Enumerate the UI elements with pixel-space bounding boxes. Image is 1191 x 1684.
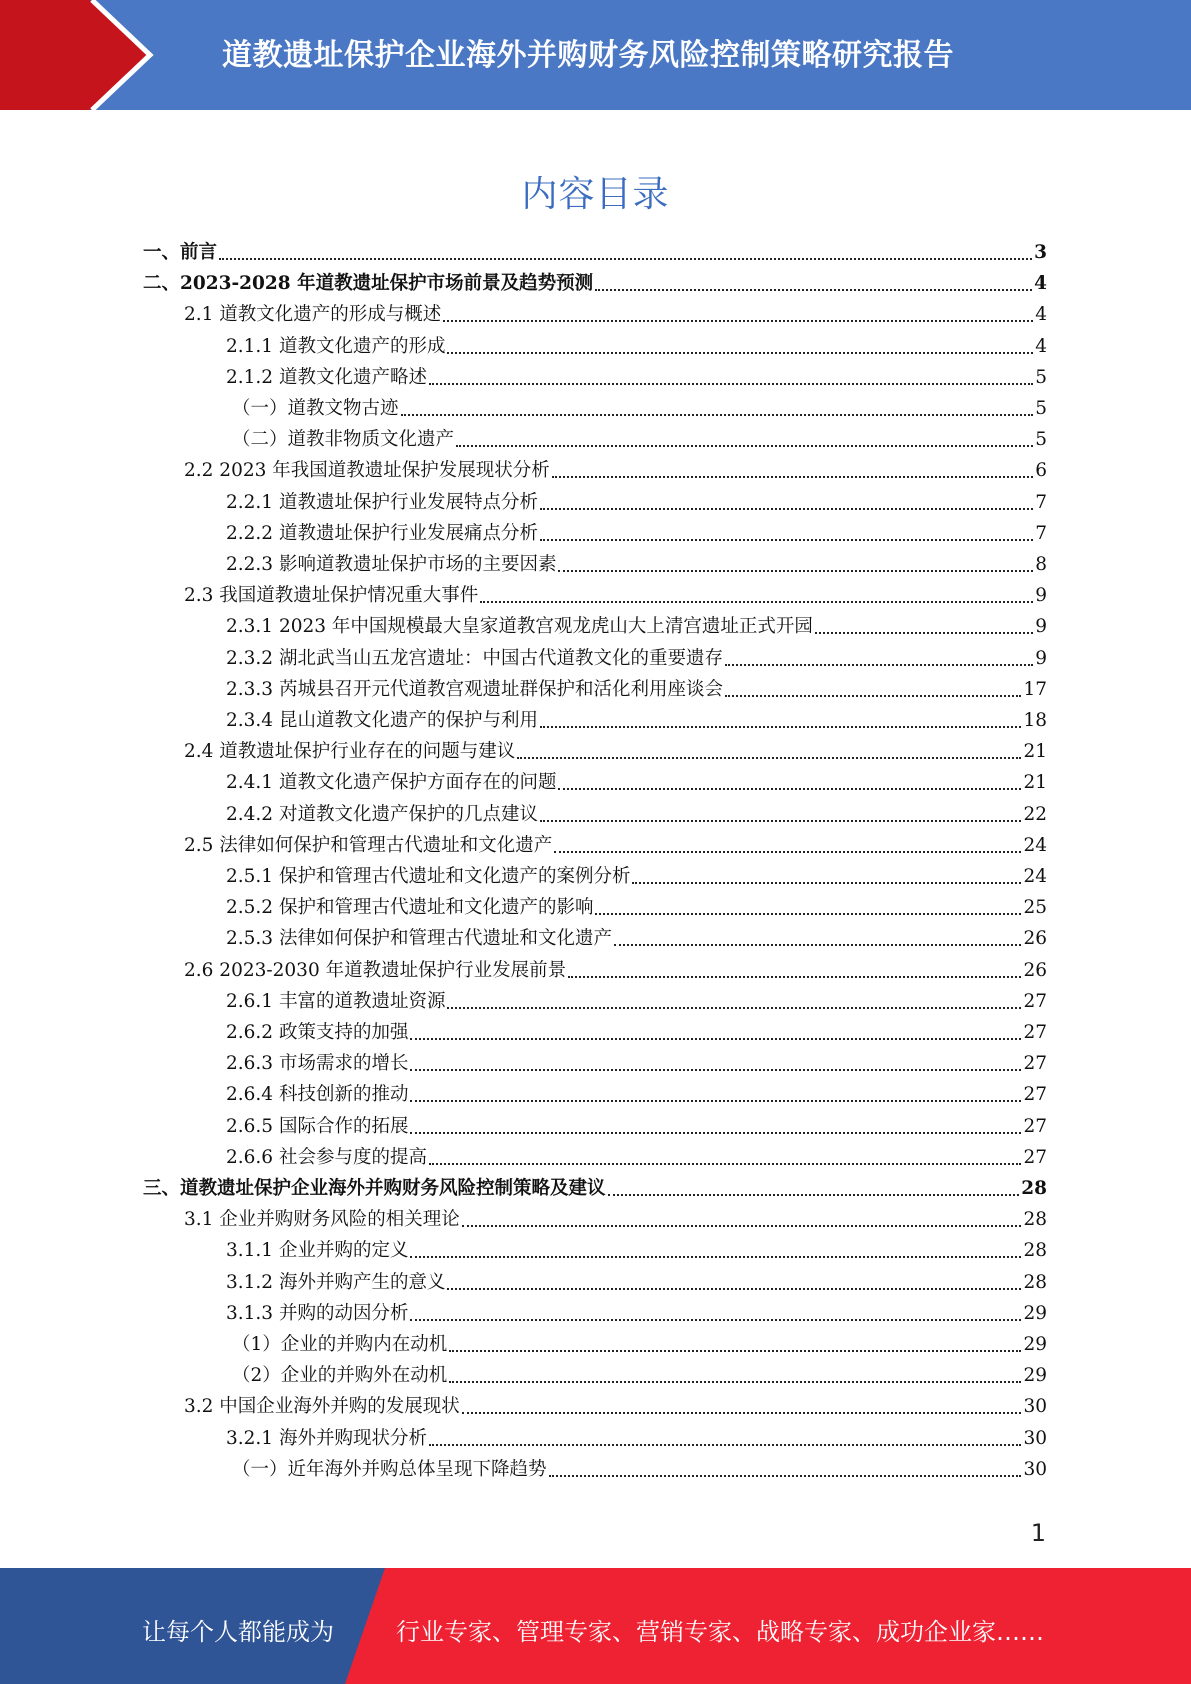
toc-entry-title: 三、道教遗址保护企业海外并购财务风险控制策略及建议 bbox=[143, 1178, 606, 1199]
toc-entry-page: 27 bbox=[1023, 1084, 1047, 1106]
toc-entry-page: 27 bbox=[1023, 990, 1047, 1012]
toc-entry-title: 2.5 法律如何保护和管理古代遗址和文化遗产 bbox=[184, 834, 553, 856]
toc-entry[interactable] bbox=[232, 397, 1047, 421]
toc-entry-page: 28 bbox=[1023, 1209, 1047, 1231]
page-number: 1 bbox=[1030, 1519, 1046, 1547]
toc-leader-dots bbox=[410, 1319, 1021, 1321]
toc-entry-page: 6 bbox=[1035, 460, 1047, 482]
toc-entry-page: 8 bbox=[1035, 554, 1047, 575]
toc-leader-dots bbox=[540, 539, 1033, 541]
toc-entry-page: 30 bbox=[1023, 1427, 1047, 1449]
toc-leader-dots bbox=[517, 757, 1021, 759]
toc-entry[interactable] bbox=[232, 1458, 1047, 1482]
toc-entry-title: （一）近年海外并购总体呈现下降趋势 bbox=[232, 1458, 547, 1480]
toc-entry[interactable] bbox=[226, 990, 1047, 1014]
toc-entry-title: 2.4.1 道教文化遗产保护方面存在的问题 bbox=[226, 772, 557, 794]
toc-leader-dots bbox=[219, 258, 1032, 260]
toc-entry-page: 9 bbox=[1035, 616, 1047, 638]
toc-entry[interactable] bbox=[184, 1208, 1047, 1232]
toc-entry-page: 29 bbox=[1023, 1334, 1047, 1355]
toc-entry-page: 7 bbox=[1035, 491, 1047, 513]
toc-leader-dots bbox=[462, 1412, 1022, 1414]
toc-leader-dots bbox=[614, 944, 1021, 946]
toc-entry-page: 21 bbox=[1023, 741, 1047, 763]
toc-leader-dots bbox=[568, 976, 1021, 978]
toc-entry-title: 2.4 道教遗址保护行业存在的问题与建议 bbox=[184, 741, 516, 763]
toc-entry[interactable] bbox=[184, 1395, 1047, 1419]
toc-entry-page: 9 bbox=[1035, 647, 1047, 669]
toc-entry-title: 2.6.5 国际合作的拓展 bbox=[226, 1115, 409, 1137]
toc-entry-page: 17 bbox=[1023, 678, 1047, 700]
toc-entry-page: 3 bbox=[1034, 242, 1047, 263]
toc-entry-page: 4 bbox=[1035, 304, 1047, 326]
toc-leader-dots bbox=[447, 352, 1033, 354]
toc-leader-dots bbox=[549, 1475, 1022, 1477]
toc-entry-title: 2.5.1 保护和管理古代遗址和文化遗产的案例分析 bbox=[226, 866, 631, 887]
toc-leader-dots bbox=[540, 508, 1033, 510]
toc-leader-dots bbox=[449, 1381, 1021, 1383]
toc-leader-dots bbox=[558, 570, 1033, 572]
toc-entry-title: 2.3.2 湖北武当山五龙宫遗址：中国古代道教文化的重要遗存 bbox=[226, 647, 723, 669]
toc-leader-dots bbox=[443, 320, 1033, 322]
toc-entry-title: 2.6.3 市场需求的增长 bbox=[226, 1053, 409, 1075]
toc-leader-dots bbox=[608, 1194, 1020, 1196]
toc-leader-dots bbox=[595, 913, 1021, 915]
toc-entry[interactable] bbox=[184, 459, 1047, 483]
toc-entry-page: 27 bbox=[1023, 1022, 1047, 1043]
footer-slogan-left: 让每个人都能成为 bbox=[142, 1618, 334, 1646]
toc-entry-title: 2.1 道教文化遗产的形成与概述 bbox=[184, 304, 442, 326]
toc-entry[interactable] bbox=[226, 678, 1047, 702]
toc-entry[interactable] bbox=[226, 927, 1047, 951]
toc-entry[interactable] bbox=[143, 272, 1047, 296]
toc-leader-dots bbox=[725, 664, 1033, 666]
toc-entry-page: 24 bbox=[1023, 834, 1047, 856]
toc-entry[interactable] bbox=[226, 1052, 1047, 1076]
toc-leader-dots bbox=[558, 788, 1021, 790]
toc-entry-page: 28 bbox=[1021, 1178, 1047, 1199]
toc-entry-title: （1）企业的并购内在动机 bbox=[232, 1334, 448, 1355]
toc-leader-dots bbox=[552, 476, 1033, 478]
toc-entry-title: 2.3.3 芮城县召开元代道教宫观遗址群保护和活化利用座谈会 bbox=[226, 678, 723, 700]
toc-entry[interactable] bbox=[226, 1146, 1047, 1170]
toc-entry[interactable] bbox=[226, 366, 1047, 390]
toc-entry-title: 2.2.2 道教遗址保护行业发展痛点分析 bbox=[226, 522, 538, 544]
toc-entry-title: 2.5.2 保护和管理古代遗址和文化遗产的影响 bbox=[226, 897, 594, 919]
toc-entry-page: 30 bbox=[1023, 1458, 1047, 1480]
toc-entry-page: 4 bbox=[1035, 335, 1047, 357]
toc-entry-title: 3.1.2 海外并购产生的意义 bbox=[226, 1271, 446, 1293]
toc-leader-dots bbox=[540, 726, 1021, 728]
toc-entry[interactable] bbox=[184, 959, 1047, 983]
toc-entry[interactable] bbox=[226, 709, 1047, 733]
toc-entry-title: 3.1.1 企业并购的定义 bbox=[226, 1240, 409, 1262]
toc-leader-dots bbox=[595, 289, 1032, 291]
toc-entry-title: 二、2023-2028 年道教遗址保护市场前景及趋势预测 bbox=[143, 273, 594, 295]
toc-leader-dots bbox=[447, 1007, 1021, 1009]
toc-entry-page: 30 bbox=[1023, 1396, 1047, 1418]
toc-entry[interactable] bbox=[184, 834, 1047, 858]
toc-entry-page: 9 bbox=[1035, 585, 1047, 607]
toc-entry-title: 2.1.1 道教文化遗产的形成 bbox=[226, 335, 446, 357]
toc-entry-page: 27 bbox=[1023, 1053, 1047, 1075]
toc-entry[interactable] bbox=[226, 1427, 1047, 1451]
toc-entry[interactable] bbox=[226, 615, 1047, 639]
toc-entry-page: 18 bbox=[1023, 710, 1047, 731]
toc-entry-title: 2.2 2023 年我国道教遗址保护发展现状分析 bbox=[184, 460, 550, 482]
toc-entry-title: 2.5.3 法律如何保护和管理古代遗址和文化遗产 bbox=[226, 928, 612, 950]
toc-entry[interactable] bbox=[226, 553, 1047, 577]
toc-entry[interactable] bbox=[184, 740, 1047, 764]
toc-entry-title: 2.2.1 道教遗址保护行业发展特点分析 bbox=[226, 491, 538, 513]
toc-leader-dots bbox=[410, 1132, 1021, 1134]
toc-entry[interactable] bbox=[226, 771, 1047, 795]
toc-entry-title: 2.6.2 政策支持的加强 bbox=[226, 1022, 409, 1043]
toc-entry-title: 2.3.1 2023 年中国规模最大皇家道教宫观龙虎山大上清宫遗址正式开园 bbox=[226, 616, 813, 638]
toc-entry-page: 5 bbox=[1035, 366, 1047, 388]
toc-entry[interactable] bbox=[184, 584, 1047, 608]
toc-entry-title: 2.1.2 道教文化遗产略述 bbox=[226, 366, 427, 388]
toc-entry-page: 5 bbox=[1035, 429, 1047, 451]
toc-entry[interactable] bbox=[226, 647, 1047, 671]
toc-entry[interactable] bbox=[226, 1115, 1047, 1139]
toc-entry-page: 29 bbox=[1023, 1365, 1047, 1387]
toc-entry[interactable] bbox=[143, 1177, 1047, 1201]
toc-entry-page: 29 bbox=[1023, 1302, 1047, 1324]
toc-entry-title: 3.1.3 并购的动因分析 bbox=[226, 1302, 409, 1324]
report-title: 道教遗址保护企业海外并购财务风险控制策略研究报告 bbox=[222, 38, 954, 73]
toc-leader-dots bbox=[815, 632, 1033, 634]
toc-entry[interactable] bbox=[226, 491, 1047, 515]
toc-heading: 内容目录 bbox=[521, 174, 670, 215]
header-arrow-decoration bbox=[0, 0, 160, 110]
toc-entry[interactable] bbox=[226, 865, 1047, 889]
toc-entry[interactable] bbox=[226, 896, 1047, 920]
toc-entry[interactable] bbox=[143, 241, 1047, 265]
toc-entry-page: 26 bbox=[1023, 928, 1047, 950]
toc-entry[interactable] bbox=[226, 803, 1047, 827]
footer-banner bbox=[0, 1568, 1191, 1684]
toc-entry[interactable] bbox=[226, 335, 1047, 359]
toc-entry[interactable] bbox=[226, 1083, 1047, 1107]
toc-leader-dots bbox=[480, 601, 1033, 603]
toc-leader-dots bbox=[429, 383, 1033, 385]
toc-entry[interactable] bbox=[232, 1333, 1047, 1357]
toc-entry[interactable] bbox=[232, 1364, 1047, 1388]
toc-entry-title: 3.2 中国企业海外并购的发展现状 bbox=[184, 1396, 460, 1418]
toc-entry-title: （2）企业的并购外在动机 bbox=[232, 1365, 448, 1387]
toc-entry-page: 27 bbox=[1023, 1115, 1047, 1137]
toc-leader-dots bbox=[456, 445, 1033, 447]
toc-leader-dots bbox=[462, 1225, 1022, 1227]
toc-leader-dots bbox=[554, 851, 1021, 853]
toc-entry-title: 2.6 2023-2030 年道教遗址保护行业发展前景 bbox=[184, 959, 567, 981]
toc-entry[interactable] bbox=[226, 1239, 1047, 1263]
header-banner bbox=[0, 0, 1191, 110]
toc-leader-dots bbox=[429, 1163, 1021, 1165]
toc-entry[interactable] bbox=[232, 428, 1047, 452]
toc-entry[interactable] bbox=[226, 1271, 1047, 1295]
toc-leader-dots bbox=[632, 882, 1021, 884]
toc-entry[interactable] bbox=[226, 522, 1047, 546]
toc-entry-title: 2.2.3 影响道教遗址保护市场的主要因素 bbox=[226, 554, 557, 575]
toc-entry-title: 2.6.1 丰富的道教遗址资源 bbox=[226, 990, 446, 1012]
toc-entry-page: 28 bbox=[1023, 1271, 1047, 1293]
toc-leader-dots bbox=[401, 414, 1034, 416]
toc-entry-title: （一）道教文物古迹 bbox=[232, 398, 399, 419]
toc-entry-page: 24 bbox=[1023, 866, 1047, 887]
toc-entry-page: 21 bbox=[1023, 772, 1047, 794]
toc-entry-page: 28 bbox=[1023, 1240, 1047, 1262]
toc-leader-dots bbox=[410, 1069, 1021, 1071]
toc-entry-page: 27 bbox=[1023, 1146, 1047, 1168]
toc-entry-title: 2.3.4 昆山道教文化遗产的保护与利用 bbox=[226, 710, 538, 731]
toc-entry-title: 2.4.2 对道教文化遗产保护的几点建议 bbox=[226, 803, 538, 825]
toc-entry-page: 25 bbox=[1023, 897, 1047, 919]
toc-entry-page: 5 bbox=[1035, 398, 1047, 419]
toc-entry-title: 一、前言 bbox=[143, 242, 218, 263]
toc-leader-dots bbox=[429, 1444, 1021, 1446]
toc-entry-page: 22 bbox=[1023, 803, 1047, 825]
footer-slogan-right: 行业专家、管理专家、营销专家、战略专家、成功企业家…… bbox=[396, 1618, 1044, 1646]
toc-entry-title: 2.6.4 科技创新的推动 bbox=[226, 1084, 409, 1106]
toc-entry-page: 26 bbox=[1023, 959, 1047, 981]
toc-entry-page: 4 bbox=[1034, 273, 1047, 295]
toc-leader-dots bbox=[725, 695, 1021, 697]
toc-entry-title: 3.1 企业并购财务风险的相关理论 bbox=[184, 1209, 460, 1231]
toc-leader-dots bbox=[410, 1100, 1021, 1102]
toc-entry-title: 2.3 我国道教遗址保护情况重大事件 bbox=[184, 585, 479, 607]
toc-entry[interactable] bbox=[226, 1021, 1047, 1045]
toc-entry[interactable] bbox=[184, 303, 1047, 327]
toc-leader-dots bbox=[447, 1288, 1021, 1290]
toc-leader-dots bbox=[449, 1350, 1021, 1352]
toc-entry-title: 3.2.1 海外并购现状分析 bbox=[226, 1427, 427, 1449]
toc-leader-dots bbox=[540, 820, 1021, 822]
toc-entry-title: 2.6.6 社会参与度的提高 bbox=[226, 1146, 427, 1168]
toc-entry-title: （二）道教非物质文化遗产 bbox=[232, 429, 455, 451]
toc-entry[interactable] bbox=[226, 1302, 1047, 1326]
toc-entry-page: 7 bbox=[1035, 522, 1047, 544]
toc-leader-dots bbox=[410, 1038, 1021, 1040]
toc-leader-dots bbox=[410, 1256, 1021, 1258]
